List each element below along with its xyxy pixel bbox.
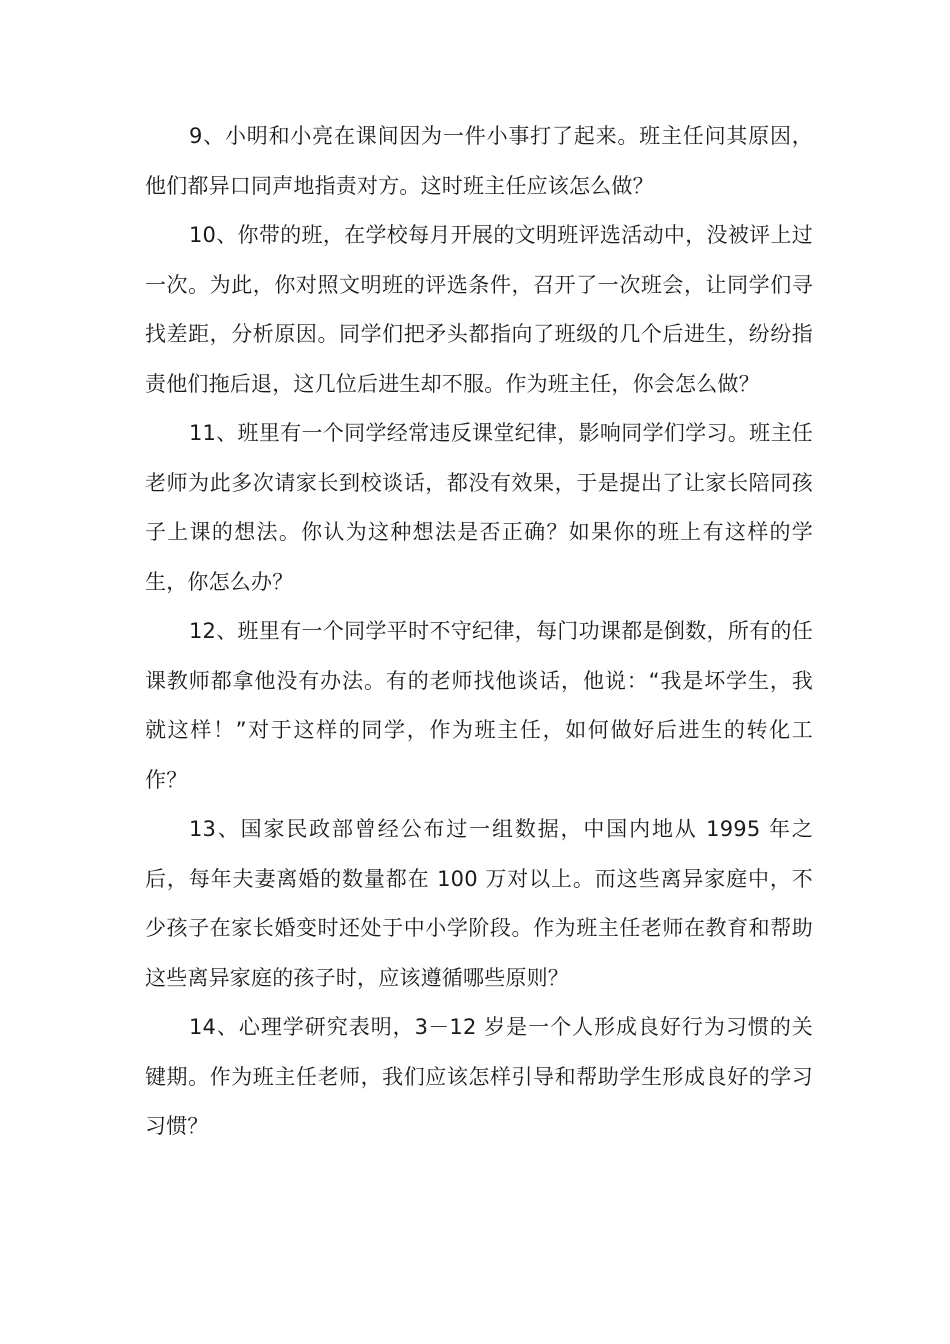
question-9-paragraph: 9、小明和小亮在课间因为一件小事打了起来。班主任问其原因，他们都异口同声地指责对方。这时班主任应该怎么做？ [145, 124, 813, 198]
question-13-paragraph: 13、国家民政部曾经公布过一组数据，中国内地从 1995 年之后，每年夫妻离婚的数量都在 100 万对以上。而这些离异家庭中，不少孩子在家长婚变时还处于中小学阶段。作为班主任老师在教育和帮助这些离异家庭的孩子时，应该遵循哪些原则？ [145, 817, 813, 990]
question-12-paragraph: 12、班里有一个同学平时不守纪律，每门功课都是倒数，所有的任课教师都拿他没有办法。有的老师找他谈话，他说：“我是坏学生，我就这样！”对于这样的同学，作为班主任，如何做好后进生的转化工作？ [145, 619, 813, 792]
question-14-paragraph: 14、心理学研究表明，3－12 岁是一个人形成良好行为习惯的关键期。作为班主任老师，我们应该怎样引导和帮助学生形成良好的学习习惯？ [145, 1015, 813, 1138]
question-10-paragraph: 10、你带的班，在学校每月开展的文明班评选活动中，没被评上过一次。为此，你对照文明班的评选条件，召开了一次班会，让同学们寻找差距，分析原因。同学们把矛头都指向了班级的几个后进生，纷纷指责他们拖后退，这几位后进生却不服。作为班主任，你会怎么做？ [145, 223, 813, 396]
question-11-paragraph: 11、班里有一个同学经常违反课堂纪律，影响同学们学习。班主任老师为此多次请家长到校谈话，都没有效果，于是提出了让家长陪同孩子上课的想法。你认为这种想法是否正确？如果你的班上有这样的学生，你怎么办？ [145, 421, 813, 594]
document-body [145, 112, 813, 1152]
